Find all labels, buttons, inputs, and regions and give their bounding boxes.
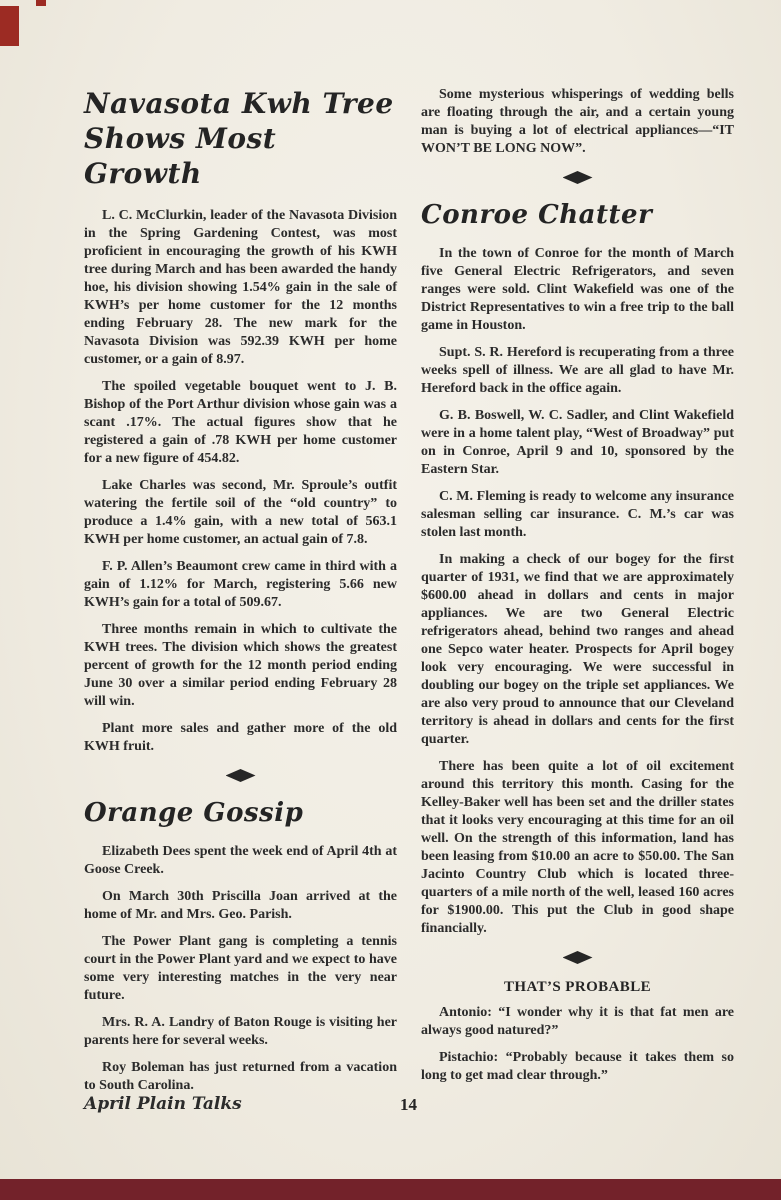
- paragraph: C. M. Fleming is ready to welcome any insurance salesman selling car insurance. C. M.’s car was stolen last month.: [421, 489, 734, 540]
- paragraph: In the town of Conroe for the month of March five General Electric Refrigerators, and seven ranges were sold. Clint Wakefield was one of the District Representatives to win a free trip to the ball game in Houston.: [421, 246, 734, 333]
- orange-gossip-title: Orange Gossip: [84, 798, 304, 828]
- footer-publication-title: April Plain Talks: [84, 1094, 242, 1114]
- paragraph: On March 30th Priscilla Joan arrived at the home of Mr. and Mrs. Geo. Parish.: [84, 889, 397, 922]
- red-edge-mark: [0, 6, 19, 46]
- page-content: [84, 86, 734, 1104]
- diamond-separator-icon: [563, 171, 593, 184]
- paragraph: Mrs. R. A. Landry of Baton Rouge is visiting her parents here for several weeks.: [84, 1015, 397, 1048]
- kwh-article-title-line1: Navasota Kwh Tree: [84, 87, 394, 120]
- paragraph: In making a check of our bogey for the first quarter of 1931, we find that we are approximately $600.00 ahead in dollars and cents in major appliances. We are two General Electric refrigerators ahead, behind two ranges and ahead one Sepco water heater. Prospects for April bogey look very encouraging. We were successful in doubling our bogey on the triple set appliances. We are also very proud to announce that our Cleveland territory is ahead in dollars and cents for the first quarter.: [421, 552, 734, 747]
- bottom-red-strip: [0, 1179, 781, 1200]
- kwh-article-title: [84, 86, 397, 191]
- paragraph: G. B. Boswell, W. C. Sadler, and Clint Wakefield were in a home talent play, “West of Broadway” put on in Conroe, April 9 and 10, sponsored by the Eastern Star.: [421, 408, 734, 477]
- paragraph: Roy Boleman has just returned from a vacation to South Carolina.: [84, 1060, 397, 1093]
- paragraph: Pistachio: “Probably because it takes them so long to get mad clear through.”: [421, 1050, 734, 1083]
- paragraph: Elizabeth Dees spent the week end of April 4th at Goose Creek.: [84, 844, 397, 877]
- page-number: 14: [400, 1095, 417, 1114]
- paragraph: F. P. Allen’s Beaumont crew came in third with a gain of 1.12% for March, registering 5.66 new KWH’s gain for a total of 509.67.: [84, 559, 397, 610]
- paragraph: The spoiled vegetable bouquet went to J. B. Bishop of the Port Arthur division whose gain was a scant .17%. The actual figures show that he registered a gain of .78 KWH per home customer for a new figure of 454.82.: [84, 379, 397, 466]
- paragraph: Three months remain in which to cultivate the KWH trees. The division which shows the greatest percent of growth for the 12 month period ending June 30 over a similar period ending February 28 will win.: [84, 622, 397, 709]
- red-top-notch-mark: [36, 0, 46, 6]
- conroe-chatter-title: Conroe Chatter: [421, 200, 653, 230]
- paragraph: The Power Plant gang is completing a tennis court in the Power Plant yard and we expect to have some very interesting matches in the very near future.: [84, 934, 397, 1003]
- kwh-article-title-line2: Shows Most Growth: [84, 122, 277, 190]
- paragraph: Some mysterious whisperings of wedding bells are floating through the air, and a certain young man is buying a lot of electrical appliances—“IT WON’T BE LONG NOW”.: [421, 87, 734, 156]
- paragraph: There has been quite a lot of oil excitement around this territory this month. Casing for the Kelley-Baker well has been set and the driller states that it looks very encouraging at this time for an oil well. On the strength of this information, land has been leasing from $10.00 an acre to $50.00. The San Jacinto Country Club which is located three-quarters of a mile north of the well, leased 160 acres for $1900.00. This put the Club in good shape financially.: [421, 759, 734, 936]
- paragraph: Lake Charles was second, Mr. Sproule’s outfit watering the fertile soil of the “old country” to produce a 1.4% gain, with a new total of 563.1 KWH per home customer, an actual gain of 7.8.: [84, 478, 397, 547]
- left-column: [84, 86, 397, 1104]
- thats-probable-title: THAT’S PROBABLE: [504, 979, 651, 995]
- paragraph: Plant more sales and gather more of the old KWH fruit.: [84, 721, 397, 754]
- diamond-separator-icon: [226, 769, 256, 782]
- right-column: [421, 86, 734, 1104]
- paragraph: L. C. McClurkin, leader of the Navasota Division in the Spring Gardening Contest, was most proficient in encouraging the growth of his KWH tree during March and has been awarded the handy hoe, his division showing 1.54% gain in the sale of KWH’s per home customer for the 12 months ending February 28. The new mark for the Navasota Division was 592.39 KWH per home customer, or a gain of 8.97.: [84, 208, 397, 367]
- page-footer: [84, 1094, 734, 1124]
- paragraph: Antonio: “I wonder why it is that fat men are always good natured?”: [421, 1005, 734, 1038]
- paragraph: Supt. S. R. Hereford is recuperating from a three weeks spell of illness. We are all glad to have Mr. Hereford back in the office again.: [421, 345, 734, 396]
- diamond-separator-icon: [563, 951, 593, 964]
